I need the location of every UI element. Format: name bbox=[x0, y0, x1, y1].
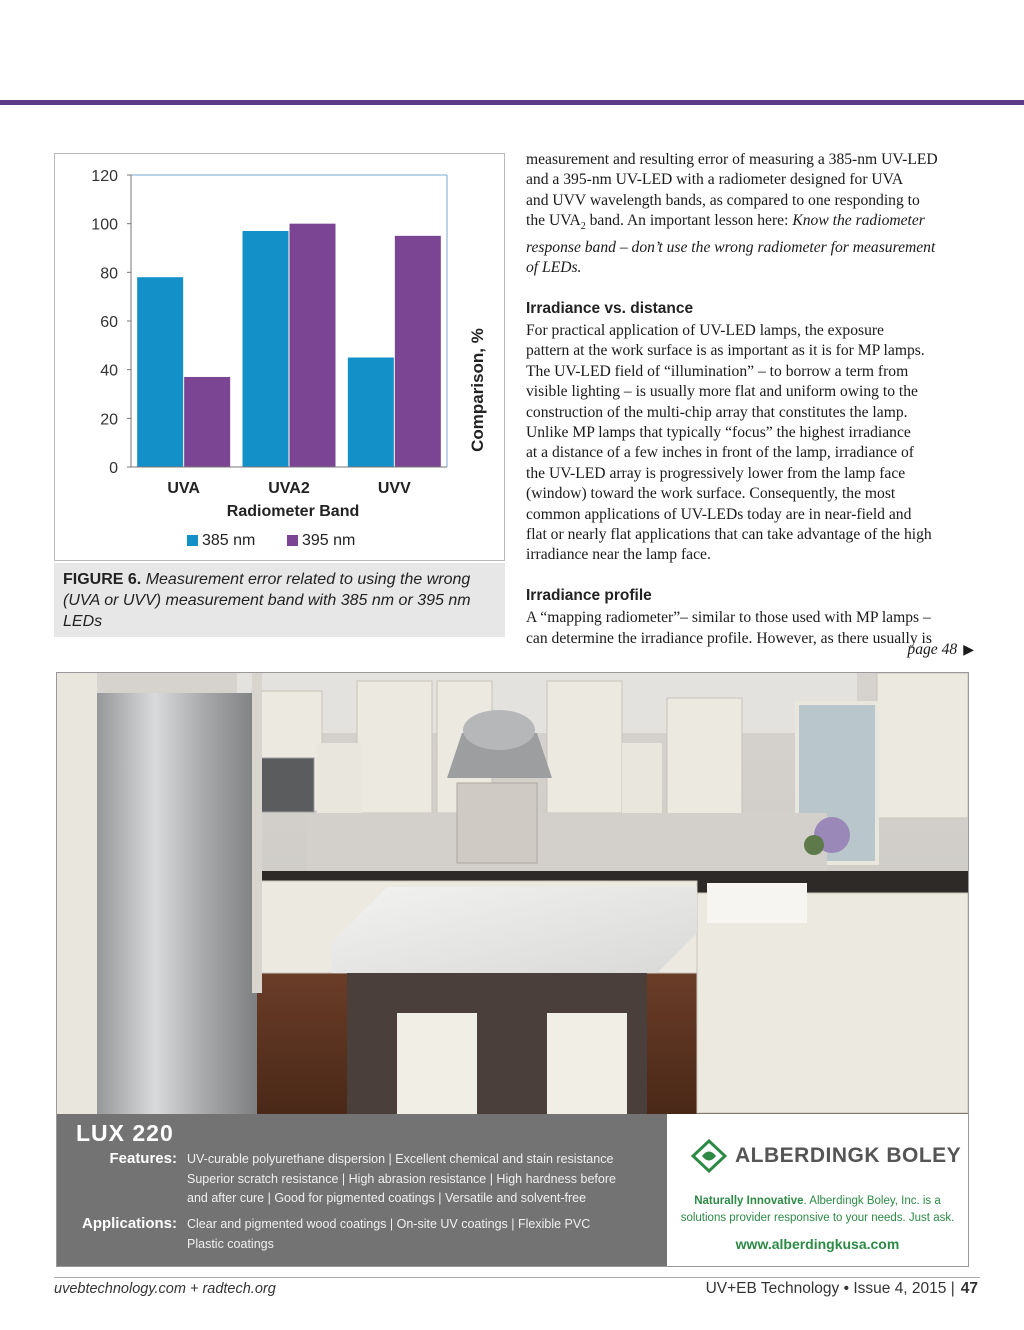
text-line: at a distance of a few inches in front of the lamp, irradiance of bbox=[526, 444, 914, 462]
emphasis-text: of LEDs. bbox=[526, 259, 582, 277]
x-tick-label: UVA bbox=[167, 480, 200, 497]
x-tick-label: UVA2 bbox=[268, 480, 310, 497]
text-line: and UVV wavelength bands, as compared to one responding to bbox=[526, 191, 920, 209]
figure-caption-text: Measurement error related to using the wrong (UVA or UVV) measurement band with 385 nm or 395 nm LEDs bbox=[63, 571, 471, 630]
bar-uva-395nm bbox=[184, 377, 230, 467]
text-line: measurement and resulting error of measuring a 385-nm UV-LED bbox=[526, 151, 938, 168]
y-tick-label: 20 bbox=[100, 411, 118, 429]
y-axis-label: Comparison, % bbox=[468, 328, 487, 452]
y-tick-label: 100 bbox=[91, 216, 118, 234]
legend-label: 385 nm bbox=[202, 532, 256, 549]
issue-text: UV+EB Technology • Issue 4, 2015 | bbox=[705, 1280, 955, 1297]
product-panel bbox=[57, 1114, 667, 1266]
y-tick-label: 120 bbox=[91, 168, 118, 185]
text-line: can determine the irradiance profile. However, as there usually is bbox=[526, 629, 932, 647]
features-list bbox=[187, 1150, 616, 1209]
figure-chart bbox=[54, 153, 505, 561]
legend-label: 395 nm bbox=[302, 532, 356, 549]
bar-uvv-385nm bbox=[348, 358, 394, 468]
application-line: Plastic coatings bbox=[187, 1236, 274, 1251]
continued-link[interactable] bbox=[907, 641, 974, 659]
company-panel bbox=[667, 1114, 968, 1266]
emphasis-text: response band – don’t use the wrong radiometer for measurement bbox=[526, 238, 936, 256]
text-line: For practical application of UV-LED lamps, the exposure bbox=[526, 321, 884, 339]
section-heading-distance: Irradiance vs. distance bbox=[526, 299, 694, 317]
y-tick-label: 40 bbox=[100, 362, 118, 380]
text-line: and a 395-nm UV-LED with a radiometer designed for UVA bbox=[526, 171, 904, 189]
features-label: Features: bbox=[109, 1150, 177, 1167]
tagline-text: solutions provider responsive to your needs. Just ask. bbox=[680, 1212, 955, 1224]
bar-uvv-395nm bbox=[395, 236, 441, 467]
text-line: flat or nearly flat applications that can take advantage of the high bbox=[526, 526, 932, 544]
feature-line: and after cure | Good for pigmented coatings | Versatile and solvent-free bbox=[187, 1191, 587, 1205]
footer-issue bbox=[706, 1280, 978, 1298]
advertisement bbox=[56, 672, 969, 1267]
triangle-right-icon: ▶ bbox=[963, 643, 974, 658]
x-tick-label: UVV bbox=[377, 480, 411, 497]
text-line: pattern at the work surface is as important as it is for MP lamps. bbox=[526, 342, 925, 360]
section-heading-profile: Irradiance profile bbox=[526, 586, 652, 604]
article-column bbox=[526, 150, 986, 649]
company-name: ALBERDINGK BOLEY bbox=[735, 1144, 962, 1167]
leaf-logo-icon bbox=[691, 1139, 727, 1173]
continued-page-text[interactable]: page 48 bbox=[907, 641, 958, 658]
text-line: A “mapping radiometer”– similar to those used with MP lamps – bbox=[526, 609, 931, 627]
subscript: 2 bbox=[580, 221, 586, 233]
figure-caption bbox=[54, 563, 505, 637]
figure-label: FIGURE 6. bbox=[63, 571, 142, 588]
applications-list bbox=[187, 1215, 590, 1254]
y-tick-label: 60 bbox=[100, 314, 118, 331]
header-rule bbox=[0, 100, 1024, 105]
applications-label: Applications: bbox=[81, 1215, 177, 1232]
application-line: Clear and pigmented wood coatings | On-site UV coatings | Flexible PVC bbox=[187, 1217, 591, 1231]
bar-uva2-385nm bbox=[243, 231, 289, 467]
feature-line: Superior scratch resistance | High abrasion resistance | High hardness before bbox=[187, 1171, 616, 1186]
text-line: the UVA bbox=[526, 212, 581, 230]
text-line: (window) toward the work surface. Consequently, the most bbox=[526, 485, 896, 503]
company-tagline bbox=[677, 1193, 958, 1227]
legend-swatch bbox=[287, 535, 298, 546]
bar-chart bbox=[55, 154, 504, 560]
company-logo bbox=[691, 1139, 961, 1173]
text-line: common applications of UV-LEDs today are in near-field and bbox=[526, 505, 912, 523]
y-tick-label: 80 bbox=[100, 265, 118, 283]
footer-websites: uvebtechnology.com + radtech.org bbox=[54, 1281, 276, 1297]
bar-uva-385nm bbox=[137, 277, 183, 467]
emphasis-text: Know the radiometer bbox=[792, 212, 925, 230]
tagline-text: . Alberdingk Boley, Inc. is a bbox=[803, 1195, 941, 1207]
text-line: construction of the multi-chip array that constitutes the lamp. bbox=[526, 403, 908, 421]
page-number: 47 bbox=[960, 1280, 978, 1297]
y-tick-label: 0 bbox=[109, 460, 118, 477]
bar-uva2-395nm bbox=[290, 224, 336, 467]
paragraph-2 bbox=[526, 321, 986, 566]
kitchen-photo bbox=[57, 673, 968, 1114]
paragraph-1 bbox=[526, 150, 986, 279]
product-name: LUX 220 bbox=[76, 1120, 174, 1146]
footer-rule bbox=[54, 1277, 980, 1278]
text-line: the UV-LED array is progressively lower from the lamp face bbox=[526, 464, 906, 482]
feature-line: UV-curable polyurethane dispersion | Excellent chemical and stain resistance bbox=[187, 1152, 614, 1166]
text-line: visible lighting – is usually more flat and uniform owing to the bbox=[526, 383, 918, 401]
text-line: band. An important lesson here: bbox=[585, 212, 793, 230]
legend-swatch bbox=[187, 535, 198, 546]
x-axis-label: Radiometer Band bbox=[226, 503, 360, 520]
text-line: irradiance near the lamp face. bbox=[526, 546, 711, 564]
text-line: The UV-LED field of “illumination” – to borrow a term from bbox=[526, 362, 909, 380]
text-line: Unlike MP lamps that typically “focus” the highest irradiance bbox=[526, 423, 911, 441]
company-url-link[interactable]: www.alberdingkusa.com bbox=[735, 1236, 900, 1252]
tagline-bold: Naturally Innovative bbox=[694, 1195, 804, 1207]
